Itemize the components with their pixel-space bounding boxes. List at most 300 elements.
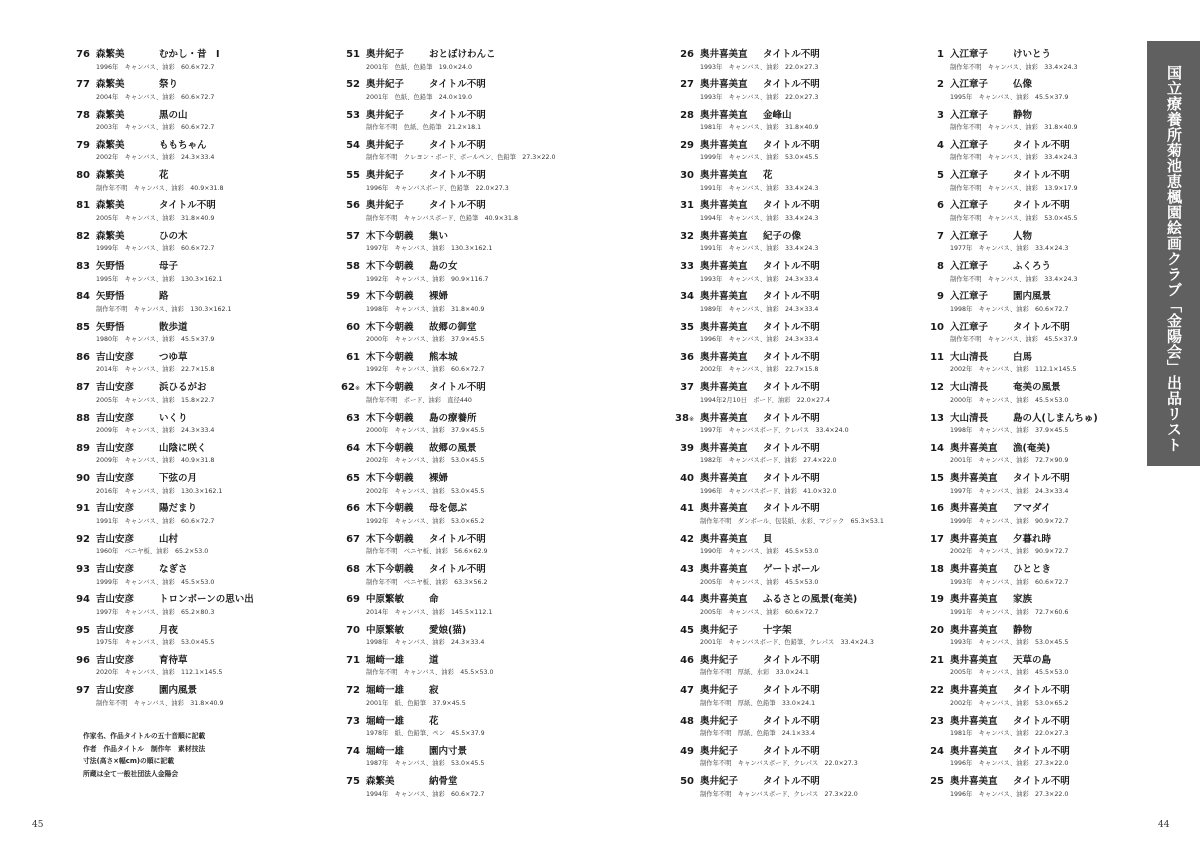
entry-artist: 吉山安彦 [96, 654, 135, 666]
entry-number-value: 38 [675, 412, 689, 424]
entry-artist: 矢野悟 [96, 291, 125, 303]
entry-info: 制作年不明 キャンバスボード、クレパス 22.0×27.3 [700, 760, 858, 768]
entry-info: 1997年 キャンバス、油彩 24.3×33.4 [950, 487, 1069, 495]
entry-number-value: 17 [930, 533, 944, 545]
entry-artist: 奥井紀子 [700, 776, 739, 788]
entry-title: タイトル不明 [429, 533, 486, 545]
entry-title: タイトル不明 [1013, 776, 1070, 788]
entry-number-value: 26 [680, 49, 694, 60]
entry-info: 1996年 キャンバスボード、油彩 41.0×32.0 [700, 487, 837, 495]
catalog-entry [334, 472, 604, 502]
entry-artist: 大山清長 [950, 412, 989, 424]
catalog-entry [668, 533, 938, 563]
catalog-entry [334, 502, 604, 532]
entry-title: 愛娘(猫) [429, 624, 467, 636]
entry-info: 制作年不明 色紙、色鉛筆 21.2×18.1 [366, 124, 482, 132]
entry-info: 1997年 キャンバスボード、クレパス 33.4×24.0 [700, 427, 849, 435]
catalog-entry [668, 169, 938, 199]
entry-info: 1989年 キャンバス、油彩 24.3×33.4 [700, 305, 819, 313]
entry-title: タイトル不明 [763, 261, 820, 273]
entry-number-value: 39 [680, 442, 694, 454]
catalog-entry [64, 230, 334, 260]
entry-artist: 堀崎一雄 [366, 745, 405, 757]
catalog-entry [918, 775, 1188, 805]
entry-number [64, 684, 90, 699]
entry-number-value: 42 [680, 533, 694, 545]
page-number-left: 45 [32, 820, 44, 830]
entry-title: なぎさ [159, 564, 188, 576]
entry-info: 2002年 キャンバス、油彩 53.0×65.2 [950, 699, 1069, 707]
entry-info: 2001年 キャンバスボード、色鉛筆、クレパス 33.4×24.3 [700, 639, 874, 647]
entry-number [334, 48, 360, 63]
entry-number [334, 412, 360, 427]
catalog-entry [334, 48, 604, 78]
entry-artist: 奥井喜美直 [700, 109, 748, 121]
entry-artist: 奥井紀子 [700, 654, 739, 666]
entry-artist: 堀崎一雄 [366, 685, 405, 697]
entry-number [668, 775, 694, 790]
entry-artist: 奥井喜美直 [700, 170, 748, 182]
entry-number-value: 36 [680, 351, 694, 363]
entry-artist: 奥井喜美直 [700, 291, 748, 303]
entry-artist: 奥井喜美直 [950, 715, 998, 727]
entry-number [918, 381, 944, 396]
entry-number [334, 442, 360, 457]
entry-artist: 奥井喜美直 [700, 473, 748, 485]
entry-artist: 吉山安彦 [96, 351, 135, 363]
entry-number-value: 21 [930, 654, 944, 666]
entry-artist: 入江章子 [950, 230, 989, 242]
entry-number-value: 15 [930, 473, 944, 485]
entry-number-value: 55 [346, 170, 360, 182]
entry-title: ふるさとの風景(奄美) [763, 594, 858, 606]
entry-info: 2016年 キャンバス、油彩 130.3×162.1 [96, 487, 223, 495]
entry-artist: 堀崎一雄 [366, 715, 405, 727]
entry-number [668, 563, 694, 578]
entry-artist: 吉山安彦 [96, 503, 135, 515]
entry-artist: 吉山安彦 [96, 412, 135, 424]
entry-number [334, 290, 360, 305]
entry-number [334, 139, 360, 154]
entry-info: 2001年 キャンバス、油彩 72.7×90.9 [950, 457, 1069, 465]
entry-title: タイトル不明 [763, 776, 820, 788]
entry-number-value: 73 [346, 715, 360, 727]
entry-artist: 入江章子 [950, 321, 989, 333]
catalog-entry [668, 563, 938, 593]
entry-info: 2020年 キャンバス、油彩 112.1×145.5 [96, 669, 223, 677]
entry-number-value: 14 [930, 442, 944, 454]
entry-title: タイトル不明 [1013, 473, 1070, 485]
entry-title: 散歩道 [159, 321, 188, 333]
entry-number-value: 87 [76, 382, 90, 394]
entry-title: 花 [763, 170, 773, 182]
entry-title: タイトル不明 [763, 654, 820, 666]
entry-number-value: 6 [937, 200, 944, 212]
entry-number [334, 199, 360, 214]
entry-artist: 中原繁敏 [366, 594, 405, 606]
entry-number [334, 472, 360, 487]
entry-number-value: 95 [76, 624, 90, 636]
entry-title: つゆ草 [159, 351, 188, 363]
entry-title: 故郷の御堂 [429, 321, 477, 333]
entry-number-value: 37 [680, 382, 694, 394]
entry-number [64, 78, 90, 93]
entry-artist: 奥井喜美直 [950, 654, 998, 666]
entry-artist: 中原繁敏 [366, 624, 405, 636]
entry-artist: 木下今朝義 [366, 533, 414, 545]
entry-title: タイトル不明 [429, 382, 486, 394]
entry-info: 1999年 キャンバス、油彩 90.9×72.7 [950, 517, 1069, 525]
catalog-entry [64, 412, 334, 442]
catalog-entry [668, 230, 938, 260]
entry-number-value: 79 [76, 139, 90, 151]
catalog-entry [64, 48, 334, 78]
catalog-entry [334, 381, 604, 411]
entry-artist: 木下今朝義 [366, 442, 414, 454]
entry-info: 1994年 キャンバス、油彩 33.4×24.3 [700, 214, 819, 222]
entry-title: ひととき [1013, 564, 1052, 576]
entry-info: 2000年 キャンバス、油彩 37.9×45.5 [366, 427, 485, 435]
entry-artist: 奥井喜美直 [950, 473, 998, 485]
entry-artist: 木下今朝義 [366, 230, 414, 242]
catalog-entry [334, 654, 604, 684]
catalog-entry [64, 472, 334, 502]
entry-info: 1997年 キャンバス、油彩 65.2×80.3 [96, 608, 215, 616]
entry-title: いくり [159, 412, 188, 424]
catalog-entry [918, 624, 1188, 654]
note-line: 作家名、作品タイトルの五十音順に記載 [83, 732, 206, 740]
entry-number-value: 66 [346, 503, 360, 515]
catalog-entry [334, 533, 604, 563]
entry-info: 2009年 キャンバス、油彩 24.3×33.4 [96, 427, 215, 435]
entry-info: 2002年 キャンバス、油彩 53.0×45.5 [366, 487, 485, 495]
entry-artist: 入江章子 [950, 139, 989, 151]
catalog-entry [334, 199, 604, 229]
catalog-entry [64, 351, 334, 381]
entry-info: 制作年不明 キャンバス、油彩 45.5×53.0 [366, 669, 494, 677]
entry-number-value: 59 [346, 291, 360, 303]
entry-number-value: 47 [680, 685, 694, 697]
entry-title: タイトル不明 [763, 745, 820, 757]
entry-number-value: 7 [937, 230, 944, 242]
entry-title: 花 [159, 170, 169, 182]
entry-title: 金峰山 [763, 109, 792, 121]
entry-title: 花 [429, 715, 439, 727]
entry-number [918, 745, 944, 760]
catalog-entry [334, 715, 604, 745]
entry-number-value: 51 [346, 49, 360, 60]
entry-title: 母子 [159, 261, 179, 273]
catalog-entry [334, 745, 604, 775]
entry-title: 故郷の風景 [429, 442, 477, 454]
entry-number [334, 624, 360, 639]
entry-title: タイトル不明 [1013, 321, 1070, 333]
entry-title: 天草の島 [1013, 654, 1052, 666]
entry-artist: 奥井喜美直 [700, 139, 748, 151]
entry-title: 月夜 [159, 624, 179, 636]
entry-number [64, 624, 90, 639]
entry-number [918, 442, 944, 457]
entry-artist: 木下今朝義 [366, 412, 414, 424]
entry-info: 1993年 キャンバス、油彩 24.3×33.4 [700, 275, 819, 283]
entry-number-value: 94 [76, 594, 90, 606]
entry-number-value: 56 [346, 200, 360, 212]
entry-title: タイトル不明 [763, 139, 820, 151]
entry-title: ふくろう [1013, 261, 1052, 273]
entry-number [334, 230, 360, 245]
entry-title: 山陰に咲く [159, 442, 207, 454]
entry-info: 2000年 キャンバス、油彩 37.9×45.5 [366, 336, 485, 344]
catalog-entry [668, 199, 938, 229]
catalog-entry [668, 48, 938, 78]
entry-mark: ※ [354, 385, 360, 393]
catalog-entry [668, 715, 938, 745]
entry-number [668, 381, 694, 396]
entry-number [64, 533, 90, 548]
entry-title: 寂 [429, 685, 439, 697]
catalog-entry [918, 745, 1188, 775]
entry-artist: 入江章子 [950, 291, 989, 303]
catalog-entry [334, 169, 604, 199]
entry-number-value: 40 [680, 473, 694, 485]
entry-info: 2009年 キャンバス、油彩 40.9×31.8 [96, 457, 215, 465]
catalog-entry [334, 230, 604, 260]
entry-info: 1994年 キャンバス、油彩 60.6×72.7 [366, 790, 485, 798]
entry-artist: 大山清長 [950, 382, 989, 394]
entry-number-value: 46 [680, 654, 694, 666]
entry-number [64, 351, 90, 366]
entry-number [918, 624, 944, 639]
catalog-entry [668, 442, 938, 472]
entry-info: 制作年不明 クレヨン・ボード、ボールペン、色鉛筆 27.3×22.0 [366, 154, 556, 162]
entry-number-value: 77 [76, 79, 90, 91]
entry-number [64, 199, 90, 214]
catalog-notes [83, 730, 205, 780]
entry-number-value: 10 [930, 321, 944, 333]
entry-info: 2005年 キャンバス、油彩 45.5×53.0 [700, 578, 819, 586]
entry-number-value: 35 [680, 321, 694, 333]
entry-number-value: 5 [937, 170, 944, 182]
entry-info: 制作年不明 ボード、油彩 直径440 [366, 396, 472, 404]
catalog-entry [668, 351, 938, 381]
entry-info: 2001年 紙、色鉛筆 37.9×45.5 [366, 699, 466, 707]
entry-artist: 奥井紀子 [700, 715, 739, 727]
entry-number-value: 58 [346, 261, 360, 273]
entry-number-value: 27 [680, 79, 694, 91]
entry-number-value: 69 [346, 594, 360, 606]
entry-title: 園内風景 [1013, 291, 1052, 303]
page-number-right: 44 [1158, 820, 1170, 830]
entry-number-value: 90 [76, 473, 90, 485]
entry-number-value: 43 [680, 564, 694, 576]
entry-number-value: 68 [346, 564, 360, 576]
catalog-entry [668, 78, 938, 108]
catalog-entry [334, 321, 604, 351]
entry-title: タイトル不明 [763, 685, 820, 697]
entry-info: 1980年 キャンバス、油彩 45.5×37.9 [96, 336, 215, 344]
entry-title: 奄美の風景 [1013, 382, 1061, 394]
catalog-entry [64, 290, 334, 320]
entry-artist: 奥井紀子 [366, 79, 405, 91]
catalog-entry [334, 684, 604, 714]
catalog-entry [918, 502, 1188, 532]
entry-number-value: 12 [930, 382, 944, 394]
entry-number [668, 442, 694, 457]
entry-number-value: 29 [680, 139, 694, 151]
entry-artist: 木下今朝義 [366, 473, 414, 485]
entry-artist: 奥井喜美直 [950, 594, 998, 606]
entry-info: 1992年 キャンバス、油彩 53.0×65.2 [366, 517, 485, 525]
entry-info: 2014年 キャンバス、油彩 145.5×112.1 [366, 608, 493, 616]
entry-number-value: 44 [680, 594, 694, 606]
entry-number [334, 745, 360, 760]
entry-number-value: 22 [930, 685, 944, 697]
entry-number-value: 24 [930, 745, 944, 757]
entry-number [668, 321, 694, 336]
entry-info: 1996年 キャンバス、油彩 27.3×22.0 [950, 760, 1069, 768]
catalog-entry [334, 624, 604, 654]
entry-number [334, 351, 360, 366]
entry-title: 島の療養所 [429, 412, 477, 424]
catalog-entry [918, 472, 1188, 502]
entry-number-value: 8 [937, 261, 944, 273]
entry-number [918, 169, 944, 184]
entry-title: 紀子の像 [763, 230, 802, 242]
entry-artist: 奥井紀子 [366, 170, 405, 182]
catalog-entry [918, 715, 1188, 745]
entry-number-value: 25 [930, 776, 944, 788]
entry-info: 1990年 キャンバス、油彩 45.5×53.0 [700, 548, 819, 556]
entry-number [64, 290, 90, 305]
entry-info: 制作年不明 キャンバス、油彩 45.5×37.9 [950, 336, 1078, 344]
entry-number-value: 80 [76, 170, 90, 182]
entry-number [918, 775, 944, 790]
entry-title: タイトル不明 [763, 412, 820, 424]
entry-number [64, 442, 90, 457]
entry-artist: 奥井紀子 [700, 685, 739, 697]
sidebar-title-band [1147, 41, 1200, 466]
entry-number [334, 109, 360, 124]
entry-number [668, 654, 694, 669]
entry-number-value: 78 [76, 109, 90, 121]
entry-info: 2002年 キャンバス、油彩 22.7×15.8 [700, 366, 819, 374]
entry-number [918, 260, 944, 275]
entry-number-value: 88 [76, 412, 90, 424]
entry-title: むかし・昔 Ⅰ [159, 49, 220, 60]
entry-artist: 入江章子 [950, 109, 989, 121]
entry-number [668, 169, 694, 184]
entry-artist: 奥井喜美直 [700, 351, 748, 363]
entry-title: 園内寸景 [429, 745, 468, 757]
entry-number-value: 97 [76, 685, 90, 697]
catalog-entry [918, 654, 1188, 684]
entry-number-value: 50 [680, 776, 694, 788]
entry-info: 1993年 キャンバス、油彩 22.0×27.3 [700, 63, 819, 71]
entry-artist: 奥井喜美直 [700, 230, 748, 242]
entry-info: 制作年不明 キャンバス、油彩 31.8×40.9 [950, 124, 1078, 132]
entry-info: 1960年 ベニヤ板、油彩 65.2×53.0 [96, 548, 209, 556]
entry-number [64, 321, 90, 336]
entry-title: 貝 [763, 533, 773, 545]
entry-number [668, 260, 694, 275]
entry-info: 1993年 キャンバス、油彩 22.0×27.3 [700, 93, 819, 101]
entry-info: 1998年 キャンバス、油彩 37.9×45.5 [950, 427, 1069, 435]
entry-info: 制作年不明 ダンボール、包装紙、水彩、マジック 65.3×53.1 [700, 517, 884, 525]
entry-artist: 奥井喜美直 [700, 200, 748, 212]
entry-number-value: 54 [346, 139, 360, 151]
catalog-entry [64, 139, 334, 169]
entry-number [918, 109, 944, 124]
entry-title: 母を偲ぶ [429, 503, 468, 515]
entry-number [334, 502, 360, 517]
entry-info: 制作年不明 厚紙、色鉛筆 24.1×33.4 [700, 730, 816, 738]
entry-title: 納骨堂 [429, 776, 458, 788]
entry-number-value: 45 [680, 624, 694, 636]
catalog-entry [668, 775, 938, 805]
entry-artist: 吉山安彦 [96, 533, 135, 545]
entry-artist: 奥井紀子 [366, 200, 405, 212]
entry-artist: 奥井喜美直 [700, 533, 748, 545]
entry-number [918, 351, 944, 366]
entry-number [668, 139, 694, 154]
catalog-entry [668, 321, 938, 351]
entry-title: タイトル不明 [763, 291, 820, 303]
entry-artist: 奥井紀子 [700, 624, 739, 636]
entry-number-value: 52 [346, 79, 360, 91]
entry-info: 制作年不明 厚紙、水彩 33.0×24.1 [700, 669, 809, 677]
entry-number [334, 563, 360, 578]
entry-number [64, 381, 90, 396]
entry-number [64, 48, 90, 63]
entry-number [668, 412, 694, 427]
catalog-entry [334, 260, 604, 290]
entry-number-value: 63 [346, 412, 360, 424]
catalog-entry [334, 442, 604, 472]
entry-number [668, 472, 694, 487]
entry-number [334, 169, 360, 184]
entry-number [918, 48, 944, 63]
entry-title: 漁(奄美) [1013, 442, 1051, 454]
entry-number [668, 533, 694, 548]
catalog-column-1 [64, 48, 334, 715]
entry-artist: 森繁美 [96, 139, 125, 151]
entry-number [918, 78, 944, 93]
entry-number [918, 533, 944, 548]
entry-title: タイトル不明 [429, 109, 486, 121]
entry-number-value: 64 [346, 442, 360, 454]
entry-info: 1997年 キャンバス、油彩 130.3×162.1 [366, 245, 493, 253]
entry-artist: 木下今朝義 [366, 321, 414, 333]
catalog-entry [334, 139, 604, 169]
entry-info: 制作年不明 キャンバスボード、クレパス 27.3×22.0 [700, 790, 858, 798]
entry-number [918, 199, 944, 214]
catalog-entry [334, 775, 604, 805]
entry-title: 白馬 [1013, 351, 1033, 363]
entry-number [64, 472, 90, 487]
entry-artist: 奥井喜美直 [950, 503, 998, 515]
entry-number-value: 11 [930, 351, 944, 363]
catalog-entry [668, 593, 938, 623]
entry-info: 制作年不明 キャンバス、油彩 53.0×45.5 [950, 214, 1078, 222]
entry-info: 1991年 キャンバス、油彩 72.7×60.6 [950, 608, 1069, 616]
entry-number [334, 78, 360, 93]
entry-title: 道 [429, 654, 439, 666]
entry-title: 夕暮れ時 [1013, 533, 1052, 545]
entry-artist: 木下今朝義 [366, 351, 414, 363]
entry-info: 2005年 キャンバス、油彩 15.8×22.7 [96, 396, 215, 404]
entry-number [668, 593, 694, 608]
entry-artist: 大山清長 [950, 351, 989, 363]
